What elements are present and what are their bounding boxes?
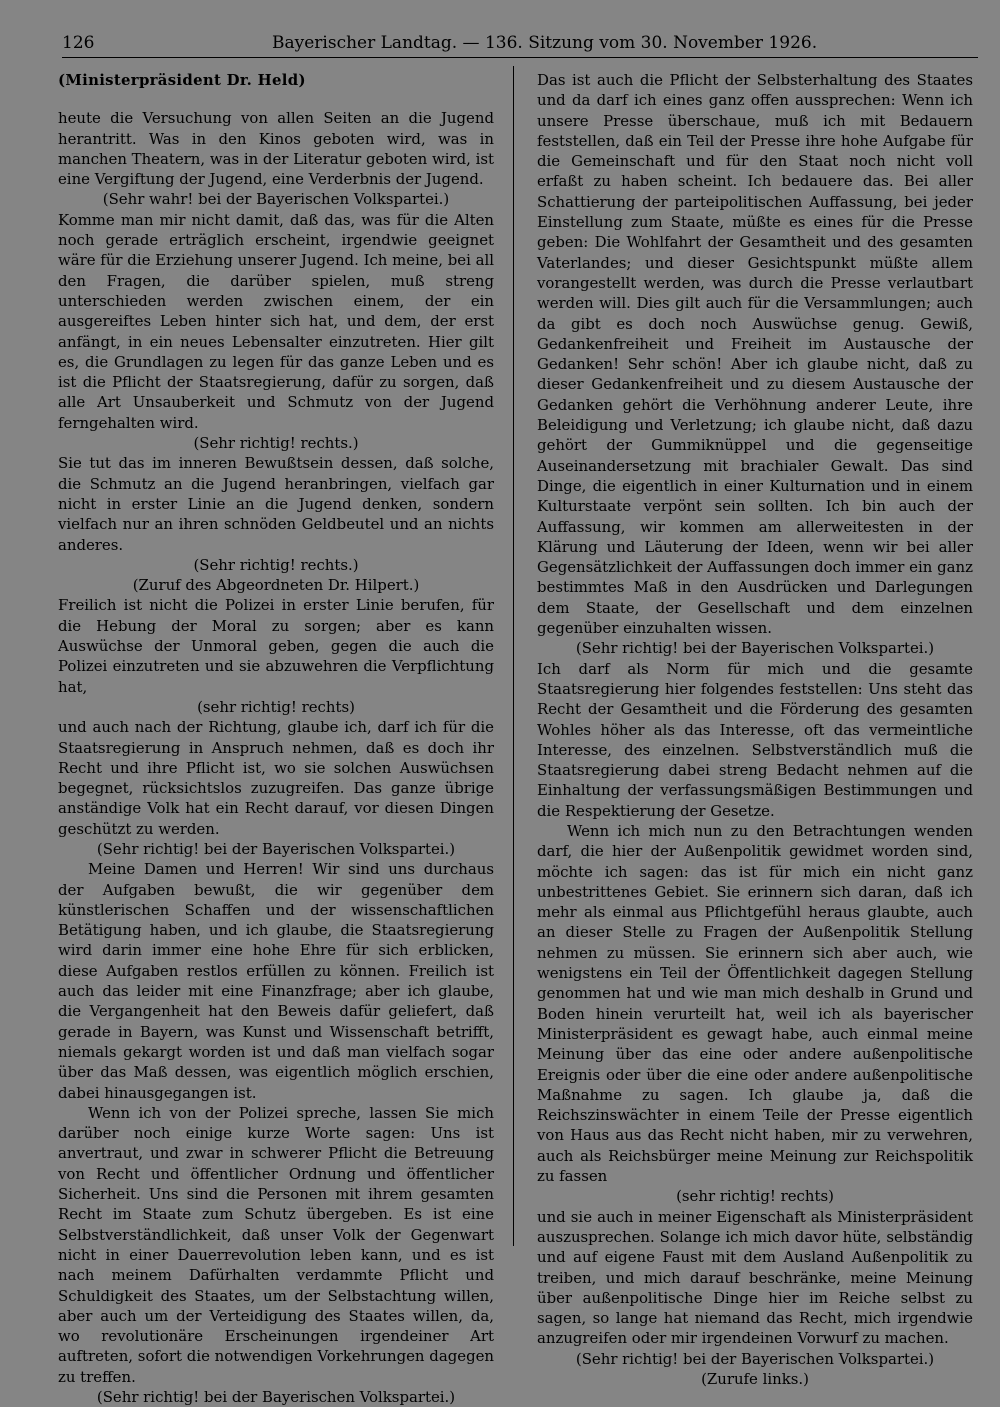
- paragraph: Meine Damen und Herren! Wir sind uns durchaus der Aufgaben bewußt, die wir gegenüber dem künstlerischen Schaffen und der wissenschaftlichen Betätigung haben, und ich glaube, die Staatsregierung wird darin immer eine hohe Ehre für sich erblicken, diese Aufgaben restlos erfüllen zu können. Freilich ist auch das leider mit eine Finanzfrage; aber ich glaube, die Vergangenheit hat den Beweis dafür geliefert, daß gerade in Bayern, was Kunst und Wissenschaft betrifft, niemals gekargt worden ist und daß man vielfach sogar über das Maß dessen, was eigentlich möglich erschien, dabei hinausgegangen ist.: [58, 860, 494, 1102]
- interjection: (sehr richtig! rechts): [197, 697, 355, 716]
- paragraph: Das ist auch die Pflicht der Selbsterhaltung des Staates und da darf ich eines ganz offen aussprechen: Wenn ich unsere Presse überschaue, muß ich mit Bedauern feststellen, daß ein Teil der Presse ihre hohe Aufgabe für die Gemeinschaft und für den Staat noch nicht voll erfaßt zu haben scheint. Ich bedauere das. Bei aller Schattierung der parteipolitischen Auffassung, bei jeder Einstellung zum Staate, müßte es eines für die Presse geben: Die Wohlfahrt der Gesamtheit und des gesamten Vaterlandes; und dieser Gesichtspunkt müßte allem vorangestellt werden, was durch die Presse verlautbart werden will. Dies gilt auch für die Versammlungen; auch da gibt es doch noch Auswüchse genug. Gewiß, Gedankenfreiheit und Freiheit im Austausche der Gedanken! Sehr schön! Aber ich glaube nicht, daß zu dieser Gedankenfreiheit und zu diesem Austausche der Gedanken gehört die Verhöhnung anderer Leute, ihre Beleidigung und Verletzung; ich glaube nicht, daß dazu gehört der Gummiknüppel und die gegenseitige Auseinandersetzung mit brachialer Gewalt. Das sind Dinge, die eigentlich in einer Kulturnation und in einem Kulturstaate verpönt sein sollten. Ich bin auch der Auffassung, wir kommen am allerweitesten in der Klärung und Läuterung der Ideen, wenn wir bei aller Gegensätzlichkeit der Auffassungen doch immer ein ganz bestimmtes Maß in den Ausdrücken und Darlegungen dem Staate, der Gesellschaft und dem einzelnen gegenüber einzuhalten wissen.: [537, 71, 973, 638]
- interjection: (sehr richtig! rechts): [676, 1187, 834, 1206]
- header-rule: [62, 57, 978, 58]
- paragraph: und sie auch in meiner Eigenschaft als Ministerpräsident auszusprechen. Solange ich mich davor hüte, selbständig und auf eigene Faust mit dem Ausland Außenpolitik zu treiben, und mich darauf beschränke, meine Meinung über außenpolitische Dinge hier im Reiche selbst zu sagen, so lange hat niemand das Recht, mich irgendwie anzugreifen oder mir irgendeinen Vorwurf zu machen.: [537, 1207, 973, 1348]
- interjection: (Zuruf des Abgeordneten Dr. Hilpert.): [132, 576, 420, 595]
- paragraph: Wenn ich von der Polizei spreche, lassen Sie mich darüber noch einige kurze Worte sagen: Uns ist anvertraut, und zwar in schwerer Pflicht die Betreuung von Recht und öffentlicher Ordnung und öffentlicher Sicherheit. Uns sind die Personen mit ihrem gesamten Recht im Staate zum Schutz übergeben. Es ist eine Selbstverständlichkeit, daß unser Volk der Gegenwart nicht in einer Dauerrevolution leben kann, und es ist nach meinem Dafürhalten verdammte Pflicht und Schuldigkeit des Staates, um der Selbstachtung willen, aber auch um der Verteidigung des Staates willen, da, wo revolutionäre Erscheinungen irgendeiner Art auftreten, sofort die notwendigen Vorkehrungen dagegen zu treffen.: [58, 1103, 494, 1386]
- paragraph: Freilich ist nicht die Polizei in erster Linie berufen, für die Hebung der Moral zu sorgen; aber es kann Auswüchse der Unmoral geben, gegen die auch die Polizei einzutreten und sie abzuwehren die Verpflichtung hat,: [58, 596, 494, 696]
- paragraph: Wenn ich mich nun zu den Betrachtungen wenden darf, die hier der Außenpolitik gewidmet worden sind, möchte ich sagen: das ist für mich ein nicht ganz unbestrittenes Gebiet. Sie erinnern sich daran, daß ich mehr als einmal aus Pflichtgefühl heraus glaubte, auch an dieser Stelle zu Fragen der Außenpolitik Stellung nehmen zu müssen. Sie erinnern sich aber auch, wie wenigstens ein Teil der Öffentlichkeit dagegen Stellung genommen hat und wie man mich deshalb in Grund und Boden hinein verurteilt hat, weil ich als bayerischer Ministerpräsident es gewagt habe, auch einmal meine Meinung über das eine oder andere außenpolitische Ereignis oder über die eine oder andere außenpolitische Maßnahme zu sagen. Ich glaube ja, daß die Reichszinswächter in einem Teile der Presse eigentlich von Haus aus das Recht nicht haben, mir zu verwehren, auch als Reichsbürger meine Meinung zur Reichspolitik zu fassen: [537, 821, 973, 1186]
- right-column: [537, 70, 973, 1388]
- running-title: Bayerischer Landtag. — 136. Sitzung vom 30. November 1926.: [272, 33, 818, 53]
- paragraph: Sie tut das im inneren Bewußtsein dessen, daß solche, die Schmutz an die Jugend heranbringen, vielfach gar nicht in erster Linie an die Jugend denken, sondern vielfach nur an ihren schnöden Geldbeutel und an nichts anderes.: [58, 454, 494, 554]
- interjection: (Sehr richtig! bei der Bayerischen Volkspartei.): [96, 1388, 456, 1406]
- interjection: (Sehr richtig! bei der Bayerischen Volkspartei.): [96, 839, 456, 858]
- speaker-label: (Ministerpräsident Dr. Held): [58, 71, 306, 89]
- paragraph: Ich darf als Norm für mich und die gesamte Staatsregierung hier folgendes feststellen: Uns steht das Recht der Gesamtheit und die Förderung des gesamten Wohles höher als das Interesse, oft das vermeintliche Interesse, des einzelnen. Selbstverständlich muß die Staatsregierung dabei streng Bedacht nehmen auf die Einhaltung der verfassungsmäßigen Bestimmungen und die Respektierung der Gesetze.: [537, 659, 973, 820]
- interjection: (Sehr richtig! bei der Bayerischen Volkspartei.): [575, 639, 935, 658]
- left-column: [58, 70, 494, 1406]
- interjection: (Zurufe links.): [701, 1370, 809, 1388]
- interjection: (Sehr richtig! rechts.): [193, 555, 359, 574]
- interjection: (Sehr richtig! rechts.): [193, 434, 359, 453]
- paragraph: Komme man mir nicht damit, daß das, was für die Alten noch gerade erträglich erscheint, irgendwie geeignet wäre für die Erziehung unserer Jugend. Ich meine, bei all den Fragen, die darüber spielen, muß streng unterschieden werden zwischen einem, der ein ausgereiftes Leben hinter sich hat, und dem, der erst anfängt, in ein neues Lebensalter einzutreten. Hier gilt es, die Grundlagen zu legen für das ganze Leben und es ist die Pflicht der Staatsregierung, dafür zu sorgen, daß alle Art Unsauberkeit und Schmutz von der Jugend ferngehalten wird.: [58, 210, 494, 432]
- interjection: (Sehr wahr! bei der Bayerischen Volkspartei.): [102, 190, 450, 209]
- page-number: 126: [62, 33, 95, 53]
- column-divider: [513, 66, 514, 1246]
- paragraph: heute die Versuchung von allen Seiten an die Jugend herantritt. Was in den Kinos geboten wird, was in manchen Theatern, was in der Literatur geboten wird, ist eine Vergiftung der Jugend, eine Verderbnis der Jugend.: [58, 109, 494, 189]
- paragraph: und auch nach der Richtung, glaube ich, darf ich für die Staatsregierung in Anspruch nehmen, daß es doch ihr Recht und ihre Pflicht ist, wo sie solchen Auswüchsen begegnet, rücksichtslos zuzugreifen. Das ganze übrige anständige Volk hat ein Recht darauf, vor diesen Dingen geschützt zu werden.: [58, 718, 494, 838]
- page-header: [62, 30, 978, 56]
- interjection: (Sehr richtig! bei der Bayerischen Volkspartei.): [575, 1349, 935, 1368]
